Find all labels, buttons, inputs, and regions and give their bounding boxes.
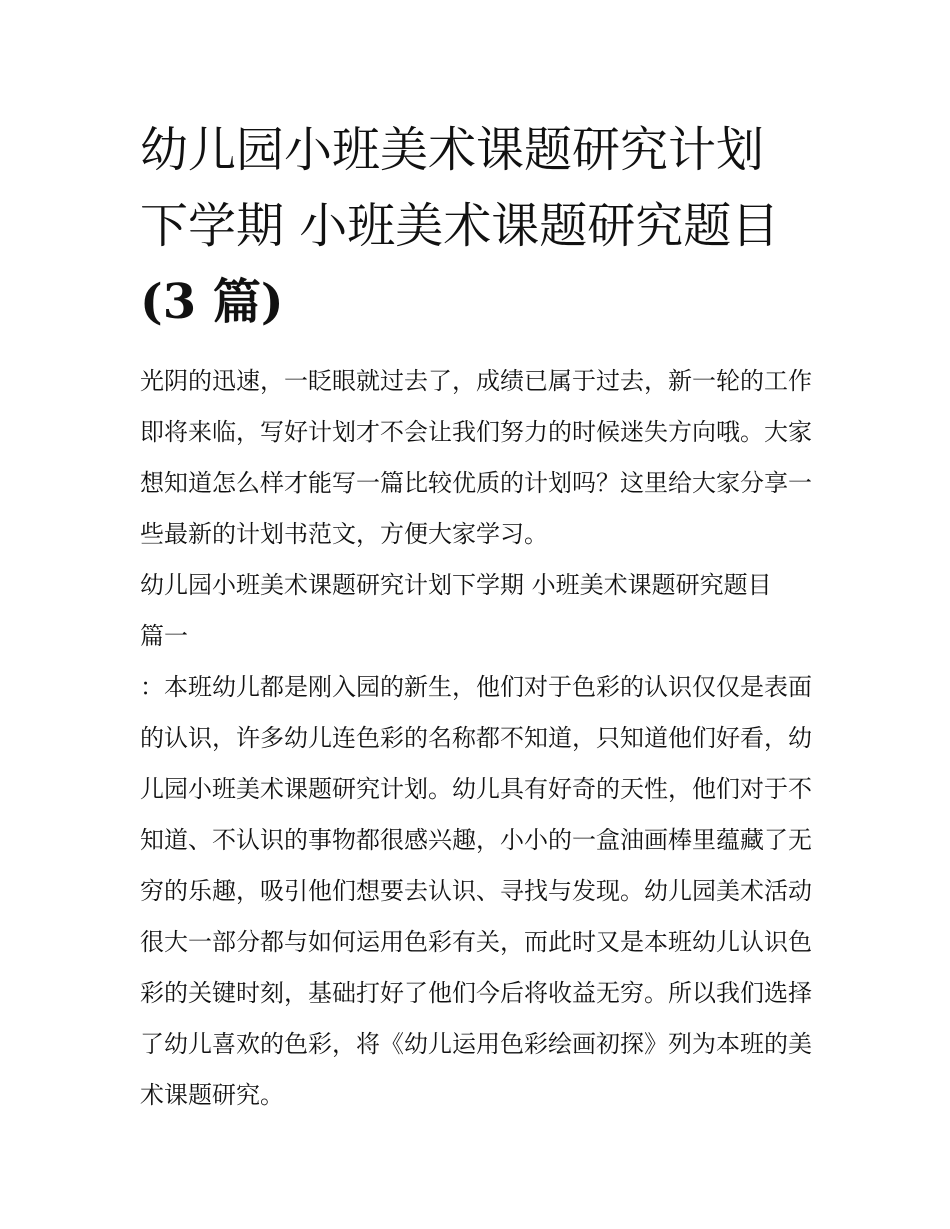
document-page bbox=[140, 112, 812, 1121]
section-heading bbox=[140, 560, 812, 662]
title-line-1: 幼儿园小班美术课题研究计划 bbox=[140, 122, 765, 178]
intro-paragraph: 光阴的迅速，一眨眼就过去了，成绩已属于过去，新一轮的工作即将来临，写好计划才不会让我们努力的时候迷失方向哦。大家想知道怎么样才能写一篇比较优质的计划吗？这里给大家分享一些最新的计划书范文，方便大家学习。 bbox=[140, 367, 812, 548]
document-title bbox=[140, 112, 812, 340]
title-line-3: (3 篇) bbox=[140, 274, 284, 330]
section-label: 篇一 bbox=[140, 622, 188, 650]
document-body bbox=[140, 356, 812, 1121]
title-line-2: 下学期 小班美术课题研究题目 bbox=[140, 198, 780, 254]
section-heading-text: 幼儿园小班美术课题研究计划下学期 小班美术课题研究题目 bbox=[140, 571, 772, 599]
section-body-paragraph: ：本班幼儿都是刚入园的新生，他们对于色彩的认识仅仅是表面的认识，许多幼儿连色彩的名称都不知道，只知道他们好看，幼儿园小班美术课题研究计划。幼儿具有好奇的天性，他们对于不知道、不认识的事物都很感兴趣，小小的一盒油画棒里蕴藏了无穷的乐趣，吸引他们想要去认识、寻找与发现。幼儿园美术活动很大一部分都与如何运用色彩有关，而此时又是本班幼儿认识色彩的关键时刻，基础打好了他们今后将收益无穷。所以我们选择了幼儿喜欢的色彩，将《幼儿运用色彩绘画初探》列为本班的美术课题研究。 bbox=[140, 673, 812, 1109]
